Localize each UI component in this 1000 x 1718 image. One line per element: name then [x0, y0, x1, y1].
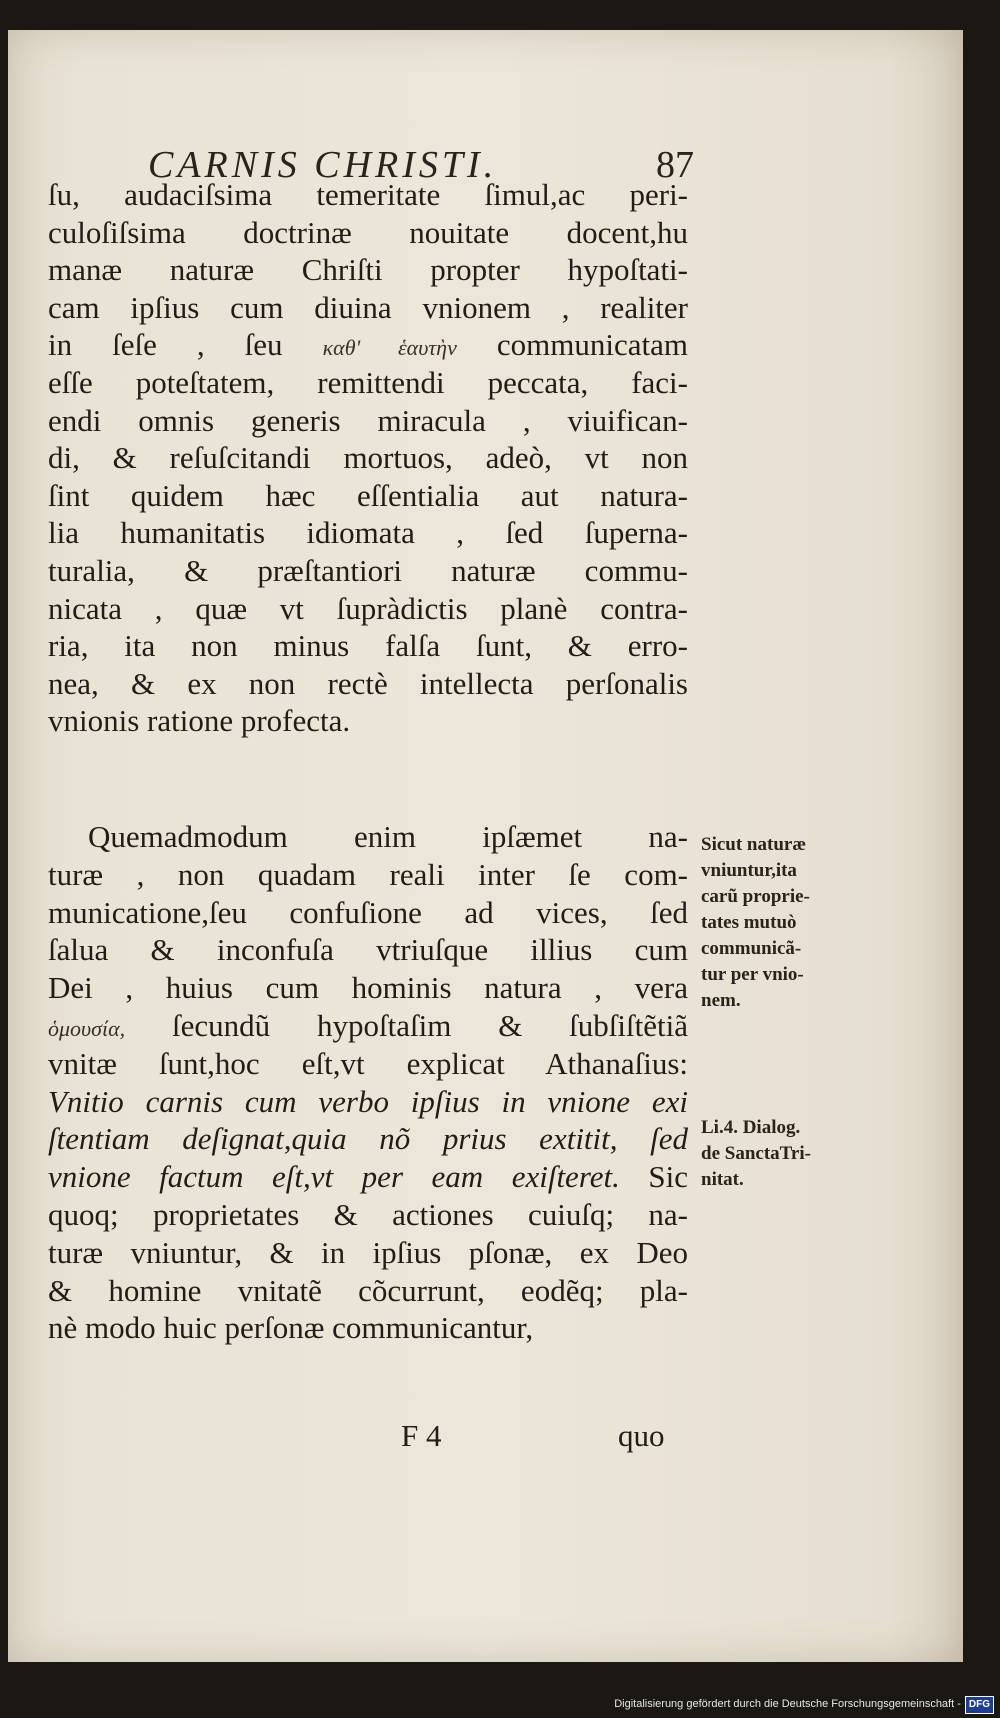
line-segment: Dei , huius cum hominis natura , vera [48, 970, 688, 1006]
text-line: nea, & ex non rectè intellecta perſonalis [48, 665, 688, 701]
margin-note-line: Sicut naturæ [701, 834, 807, 855]
text-line [48, 1271, 688, 1311]
dfg-logo: DFG [965, 1696, 994, 1714]
line-segment: Quemadmodum enim ipſæmet na- [88, 819, 688, 854]
text-line: ſu, audaciſsima temeritate ſimul,ac peri- [48, 177, 688, 212]
margin-note-line: nitat. [701, 1169, 744, 1190]
line-segment: communicatam [456, 327, 688, 363]
text-line: manæ naturæ Chriſti propter hypoſtati- [48, 252, 688, 288]
text-line [48, 1195, 688, 1235]
italic-quotation: Vnitio carnis cum verbo ipſius in vnione exi [48, 1083, 688, 1119]
text-line [48, 1006, 688, 1046]
line-segment: in ſeſe , ſeu [48, 327, 323, 363]
text-line [48, 1119, 688, 1159]
text-line [48, 1082, 688, 1122]
line-segment: municatione,ſeu confuſione ad vices, ſed [48, 894, 688, 930]
margin-note-1 [701, 832, 901, 1014]
line-segment: Sic [619, 1159, 688, 1195]
margin-note-line: carũ proprie- [701, 886, 810, 907]
footer-text: Digitalisierung gefördert durch die Deutsche Forschungsgemeinschaft - [614, 1698, 961, 1710]
line-segment: vnitæ ſunt,hoc eſt,vt explicat Athanaſius: [48, 1045, 688, 1081]
line-segment: quoq; proprietates & actiones cuiuſq; na- [48, 1197, 688, 1232]
line-segment: & homine vnitatẽ cõcurrunt, eodẽq; pla- [48, 1272, 688, 1308]
text-line: ſint quidem hæc eſſentialia aut natura- [48, 477, 688, 513]
text-line [48, 1308, 688, 1348]
text-line [48, 1157, 688, 1197]
text-line: nicata , quæ vt ſupràdictis planè contra- [48, 590, 688, 626]
text-line [48, 893, 688, 933]
text-line: eſſe poteſtatem, remittendi peccata, faci- [48, 365, 688, 400]
line-segment: ſecundũ hypoſtaſim & ſubſiſtẽtiã [125, 1008, 688, 1043]
line-segment: turæ , non quadam reali inter ſe com- [48, 856, 688, 892]
margin-note-line: communicã- [701, 938, 802, 959]
text-line: cam ipſius cum diuina vnionem , realiter [48, 289, 688, 325]
greek-phrase: ὁμουσία, [48, 1016, 126, 1041]
text-line [48, 855, 688, 895]
digitization-footer [614, 1696, 994, 1712]
italic-quotation: vnione factum eſt,vt per eam exiſteret. [48, 1159, 620, 1195]
signature-mark: F 4 [401, 1418, 442, 1453]
text-line [48, 817, 688, 857]
text-line: di, & reſuſcitandi mortuos, adeò, vt non [48, 440, 688, 476]
text-line [48, 1044, 688, 1084]
running-title: CARNIS CHRISTI. [148, 144, 498, 186]
line-segment: nè modo huic perſonæ communicantur, [48, 1310, 534, 1346]
greek-phrase: καθ' ἑαυτὴν [322, 335, 457, 361]
margin-note-line: de SanctaTri- [701, 1143, 811, 1164]
text-line [48, 325, 688, 365]
line-segment: turæ vniuntur, & in ipſius pſonæ, ex Deo [48, 1234, 688, 1270]
text-line: turalia, & præſtantiori naturæ commu- [48, 553, 688, 588]
text-line: vnionis ratione profecta. [48, 703, 351, 739]
catchword: quo [618, 1418, 665, 1453]
margin-note-line: nem. [701, 990, 741, 1011]
book-page [8, 30, 963, 1662]
text-line [48, 1233, 688, 1273]
margin-note-line: vniuntur,ita [701, 860, 797, 881]
margin-note-line: Li.4. Dialog. [701, 1117, 801, 1138]
margin-note-line: tates mutuò [701, 912, 797, 933]
margin-note-line: tur per vnio- [701, 964, 804, 985]
text-line [48, 968, 688, 1008]
text-line [48, 930, 688, 970]
text-line: lia humanitatis idiomata , ſed ſuperna- [48, 515, 688, 551]
margin-note-2 [701, 1115, 901, 1193]
text-line: ria, ita non minus falſa ſunt, & erro- [48, 628, 688, 664]
italic-quotation: ſtentiam deſignat,quia nõ prius extitit, ſed [48, 1121, 688, 1157]
text-line: endi omnis generis miracula , viuifican- [48, 402, 688, 438]
line-segment: ſalua & inconfuſa vtriuſque illius cum [48, 932, 688, 968]
text-line: culoſiſsima doctrinæ nouitate docent,hu [48, 214, 688, 250]
page-number: 87 [656, 144, 694, 186]
